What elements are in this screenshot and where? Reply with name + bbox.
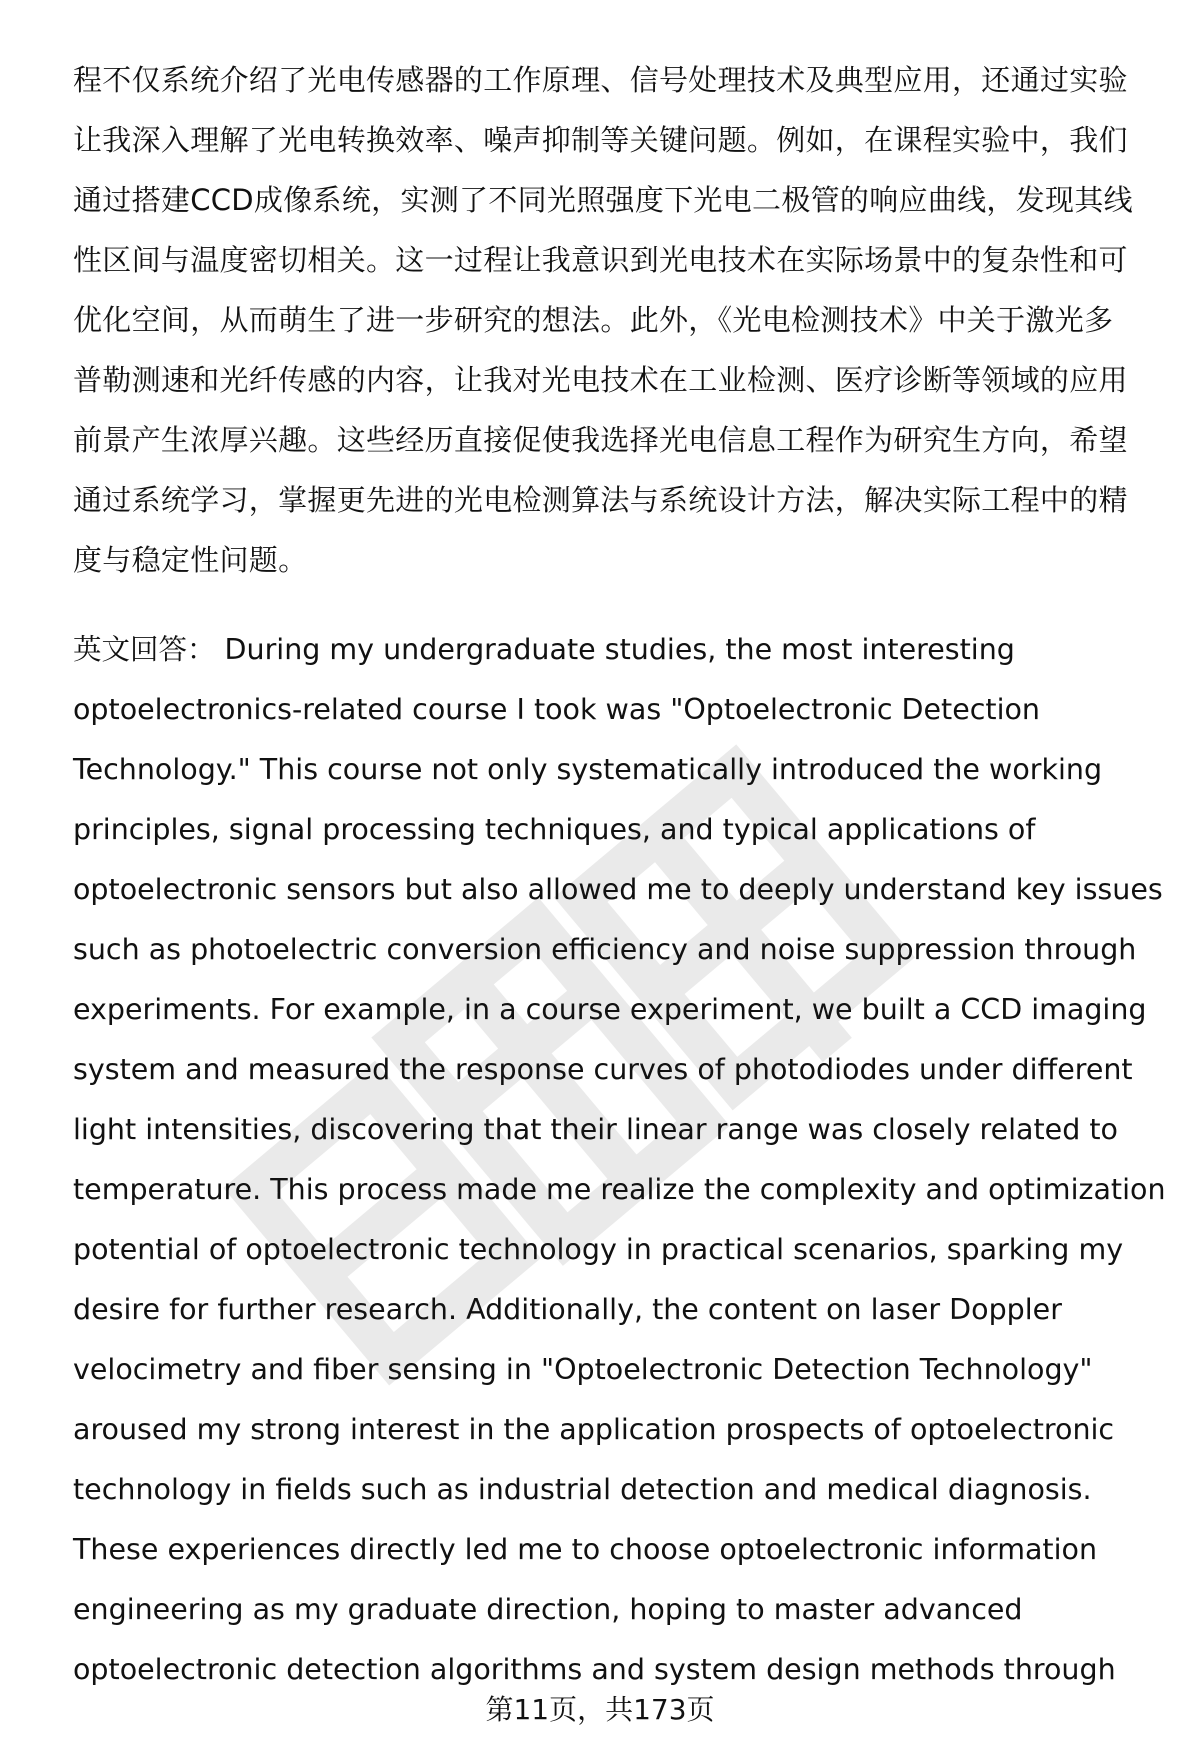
text-line: temperature. This process made me realize the complexity and optimization — [73, 1173, 1166, 1206]
text-line: potential of optoelectronic technology in practical scenarios, sparking my — [73, 1233, 1124, 1266]
page-number-footer: 第11页，共173页 — [485, 1693, 715, 1726]
text-line: These experiences directly led me to choose optoelectronic information — [73, 1533, 1098, 1566]
text-line: such as photoelectric conversion efficiency and noise suppression through — [73, 933, 1137, 966]
text-line: experiments. For example, in a course experiment, we built a CCD imaging — [73, 993, 1147, 1026]
text-line: optoelectronics-related course I took was "Optoelectronic Detection — [73, 693, 1040, 726]
paragraph-gap — [73, 590, 1133, 620]
text-line: 让我深入理解了光电转换效率、噪声抑制等关键问题。例如，在课程实验中，我们 — [73, 123, 1128, 157]
text-line: Technology." This course not only systematically introduced the working — [73, 753, 1103, 786]
chinese-answer-paragraph — [73, 50, 1133, 590]
text-line: optoelectronic detection algorithms and system design methods through — [73, 1653, 1116, 1686]
text-line: principles, signal processing techniques, and typical applications of — [73, 813, 1036, 846]
text-line: desire for further research. Additionally, the content on laser Doppler — [73, 1293, 1062, 1326]
text-line: 英文回答： During my undergraduate studies, the most interesting — [73, 633, 1015, 666]
text-line: technology in fields such as industrial detection and medical diagnosis. — [73, 1473, 1092, 1506]
text-line: velocimetry and fiber sensing in "Optoelectronic Detection Technology" — [73, 1353, 1093, 1386]
text-line: optoelectronic sensors but also allowed me to deeply understand key issues — [73, 873, 1163, 906]
text-line: 前景产生浓厚兴趣。这些经历直接促使我选择光电信息工程作为研究生方向，希望 — [73, 423, 1128, 457]
text-line: 度与稳定性问题。 — [73, 543, 308, 577]
text-line: 性区间与温度密切相关。这一过程让我意识到光电技术在实际场景中的复杂性和可 — [73, 243, 1128, 277]
text-line: engineering as my graduate direction, hoping to master advanced — [73, 1593, 1023, 1626]
document-body — [73, 50, 1166, 1700]
text-line: aroused my strong interest in the application prospects of optoelectronic — [73, 1413, 1115, 1446]
text-line: 优化空间，从而萌生了进一步研究的想法。此外，《光电检测技术》中关于激光多 — [73, 303, 1114, 337]
text-line: 通过搭建CCD成像系统，实测了不同光照强度下光电二极管的响应曲线，发现其线 — [73, 183, 1133, 217]
text-line: 通过系统学习，掌握更先进的光电检测算法与系统设计方法，解决实际工程中的精 — [73, 483, 1128, 517]
text-line: system and measured the response curves of photodiodes under different — [73, 1053, 1133, 1086]
text-line: 普勒测速和光纤传感的内容，让我对光电技术在工业检测、医疗诊断等领域的应用 — [73, 363, 1128, 397]
text-line: light intensities, discovering that their linear range was closely related to — [73, 1113, 1118, 1146]
english-answer-paragraph — [73, 620, 1166, 1700]
text-line: 程不仅系统介绍了光电传感器的工作原理、信号处理技术及典型应用，还通过实验 — [73, 63, 1128, 97]
